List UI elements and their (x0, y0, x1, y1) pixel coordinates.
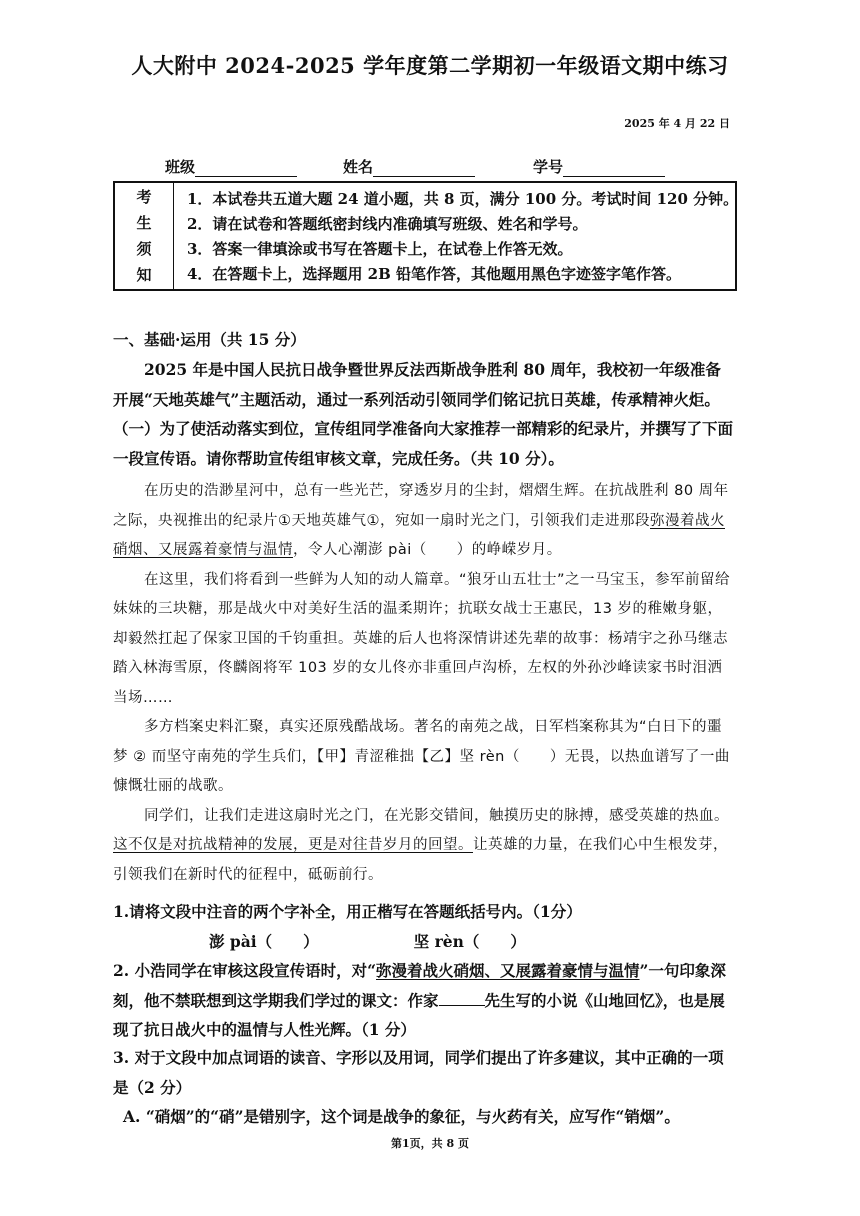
student-info-fields (165, 156, 725, 180)
notice-item: 2．请在试卷和答题纸密封线内准确填写班级、姓名和学号。 (187, 215, 588, 233)
notice-heading-char: 考 (136, 188, 152, 206)
exam-notice-box (113, 181, 737, 291)
id-blank (563, 160, 665, 177)
question-text-segment: 2. 小浩同学在审核这段宣传语时，对“ (113, 961, 376, 980)
page-title: 人大附中 2024-2025 学年度第二学期初一年级语文期中练习 (131, 53, 729, 78)
notice-item: 1．本试卷共五道大题 24 道小题，共 8 页，满分 100 分。考试时间 120 分钟。 (187, 190, 739, 208)
question-2-text (113, 956, 733, 1045)
notice-item: 3．答案一律填涂或书写在答题卡上，在试卷上作答无效。 (187, 240, 573, 258)
question-3 (113, 1043, 733, 1132)
answer-blank-ren: 坚 rèn（ ） (413, 931, 526, 951)
notice-heading (115, 183, 174, 289)
id-label: 学号 (533, 158, 564, 176)
author-blank (439, 991, 485, 1006)
question-1-blanks (113, 927, 733, 957)
name-blank (373, 160, 475, 177)
question-2 (113, 956, 733, 1045)
question-text-segment: ”一句印象深刻，他不禁联想到这学期我们学过的课文：作家 (113, 961, 726, 1010)
answer-blank-pai: 澎 pài（ ） (209, 931, 319, 951)
class-label: 班级 (165, 158, 196, 176)
underlined-sentence: 这不仅是对抗战精神的发展，更是对往昔岁月的回望。 (113, 837, 473, 853)
promo-text-segment: 让英雄的力量，在我们心中生根发芽，引领我们在新时代的征程中，砥砺前行。 (113, 837, 728, 883)
notice-heading-char: 生 (136, 214, 152, 232)
name-field (343, 156, 475, 177)
notice-heading-char: 须 (136, 240, 152, 258)
promo-paragraph-2: 在这里，我们将看到一些鲜为人知的动人篇章。“狼牙山五壮士”之一马宝玉，参军前留给妹妹的三块糖，那是战火中对美好生活的温柔期许；抗联女战士王惠民，13 岁的稚嫩身躯，却毅然扛起了保家卫国的千钧重担。英雄的后人也将深情讲述先辈的故事：杨靖宇之孙马继志踏入林海雪原，佟麟阁将军 103 岁的女儿佟亦非重回卢沟桥，左权的外孙沙峰读家书时泪洒当场…… (113, 571, 731, 706)
id-field (533, 156, 665, 177)
question-3-text: 3. 对于文段中加点词语的读音、字形以及用词，同学们提出了许多建议，其中正确的一项是（2 分） (113, 1048, 724, 1097)
notice-list (187, 187, 739, 287)
class-blank (195, 160, 297, 177)
intro-block (113, 355, 733, 473)
class-field (165, 156, 297, 177)
name-label: 姓名 (343, 158, 374, 176)
option-a: A. “硝烟”的“硝”是错别字，这个词是战争的象征，与火药有关，应写作“销烟”。 (123, 1107, 680, 1126)
promo-paragraph-1 (113, 477, 733, 566)
task-instructions: （一）为了使活动落实到位，宣传组同学准备向大家推荐一部精彩的纪录片，并撰写了下面一段宣传语。请你帮助宣传组审核文章，完成任务。（共 10 分）。 (113, 419, 734, 468)
exam-date: 2025 年 4 月 22 日 (624, 117, 730, 130)
notice-heading-char: 知 (136, 266, 152, 284)
underlined-sentence: 弥漫着战火硝烟、又展露着豪情与温情 (113, 512, 725, 558)
promo-text-segment: ，令人心潮澎 pài（ ）的峥嵘岁月。 (293, 542, 562, 558)
promo-paragraph-3: 多方档案史料汇聚，真实还原残酷战场。著名的南苑之战，日军档案称其为“白日下的噩梦 ② 而坚守南苑的学生兵们，【甲】青涩稚拙【乙】坚 rèn（ ）无畏，以热血谱写了一曲慷慨壮丽的战歌。 (113, 719, 730, 794)
promo-text-segment: 同学们，让我们走进这扇时光之门，在光影交错间，触摸历史的脉搏，感受英雄的热血。 (144, 807, 729, 824)
quoted-sentence: 弥漫着战火硝烟、又展露着豪情与温情 (376, 961, 640, 980)
intro-paragraph: 2025 年是中国人民抗日战争暨世界反法西斯战争胜利 80 周年，我校初一年级准备开展“天地英雄气”主题活动，通过一系列活动引领同学们铭记抗日英雄，传承精神火炬。 (113, 360, 721, 409)
page-footer: 第1页，共 8 页 (391, 1137, 469, 1150)
question-text-segment: 先生写的小说《山地回忆》，也是展现了抗日战火中的温情与人性光辉。（1 分） (113, 990, 725, 1039)
promo-paragraph-4 (113, 802, 733, 891)
question-1 (113, 897, 733, 956)
notice-item: 4．在答题卡上，选择题用 2B 铅笔作答，其他题用黑色字迹签字笔作答。 (187, 265, 681, 283)
promo-text-segment: 在历史的浩渺星河中，总有一些光芒，穿透岁月的尘封，熠熠生辉。在抗战胜利 80 周年之际，央视推出的纪录片①天地英雄气①，宛如一扇时光之门，引领我们走进那段 (113, 483, 729, 529)
promo-text (113, 477, 733, 890)
section-heading: 一、基础·运用（共 15 分） (113, 330, 306, 349)
question-1-text: 1.请将文段中注音的两个字补全，用正楷写在答题纸括号内。（1分） (113, 902, 582, 921)
